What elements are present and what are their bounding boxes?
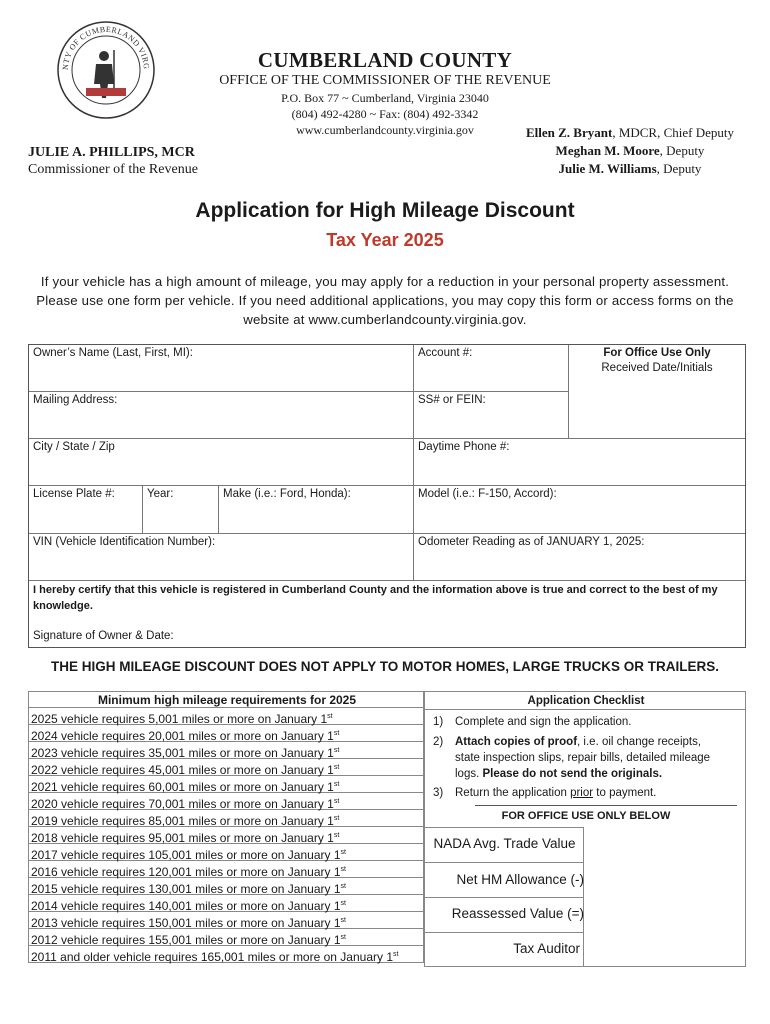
net-hm-allowance-label: Net HM Allowance (-) [456, 872, 584, 887]
checklist-item-2-logs: logs. [455, 768, 483, 780]
ss-fein-field[interactable] [413, 392, 568, 439]
daytime-phone-label: Daytime Phone #: [418, 441, 510, 453]
phone-fax-line: (804) 492-4280 ~ Fax: (804) 492-3342 [291, 107, 479, 121]
commissioner-title: Commissioner of the Revenue [28, 162, 198, 177]
application-checklist [424, 691, 746, 967]
mileage-requirement-text: 2021 vehicle requires 60,001 miles or more on January 1 [31, 780, 334, 794]
checklist-item-3-emphasis: prior [570, 787, 594, 799]
checklist-item-2-line2: state inspection slips, repair bills, detailed mileage [455, 752, 711, 764]
form-title: Application for High Mileage Discount [195, 199, 575, 222]
applicant-info-form [28, 344, 746, 648]
tax-auditor-label: Tax Auditor [513, 941, 580, 956]
checklist-item-2-emphasis: Attach copies of proof [455, 736, 578, 748]
commissioner-name: JULIE A. PHILLIPS, MCR [28, 145, 195, 160]
license-plate-label: License Plate #: [33, 488, 115, 500]
divider [425, 932, 584, 933]
ordinal-suffix: st [340, 934, 346, 941]
mileage-row [29, 708, 423, 725]
staff-role: , Deputy [656, 161, 702, 176]
nada-value-label: NADA Avg. Trade Value [433, 836, 576, 851]
staff-name: Ellen Z. Bryant [525, 125, 613, 140]
mileage-row [29, 878, 423, 895]
divider [425, 709, 745, 710]
office-name: OFFICE OF THE COMMISSIONER OF THE REVENUE [219, 73, 551, 88]
mileage-row [29, 861, 423, 878]
office-use-box [568, 345, 745, 439]
ordinal-suffix: st [333, 832, 340, 839]
certification-block[interactable] [29, 581, 745, 647]
tax-year: Tax Year 2025 [326, 230, 444, 250]
make-label: Make (i.e.: Ford, Honda): [223, 488, 351, 500]
ordinal-suffix: st [327, 713, 333, 720]
county-seal [56, 20, 156, 120]
checklist-number: 3) [433, 787, 444, 799]
mailing-address-label: Mailing Address: [33, 394, 118, 406]
city-state-zip-field[interactable] [29, 439, 413, 486]
website-line: www.cumberlandcounty.virginia.gov [296, 123, 474, 137]
ordinal-suffix: st [340, 900, 346, 907]
checklist-item-2-warning: Please do not send the originals. [482, 768, 663, 780]
mileage-row [29, 844, 423, 861]
model-field[interactable] [413, 486, 745, 534]
mileage-row [29, 759, 423, 776]
mileage-row [29, 776, 423, 793]
mailing-address-field[interactable] [29, 392, 413, 439]
ordinal-suffix: st [393, 951, 399, 958]
svg-text:COUNTY OF CUMBERLAND VIRGINIA [56, 20, 151, 70]
signature-label: Signature of Owner & Date: [33, 630, 174, 642]
mileage-requirement-text: 2012 vehicle requires 155,001 miles or more on January 1 [31, 933, 341, 947]
ordinal-suffix: st [333, 781, 340, 788]
intro-paragraph: If your vehicle has a high amount of mileage, you may apply for a reduction in your personal property assessment. Please use one form per vehicle. If you need additional applications, you may copy this form or access forms on the website at www.cumberlandcounty.virginia.gov. [36, 274, 734, 327]
received-date-label: Received Date/Initials [601, 362, 713, 374]
mileage-requirement-text: 2020 vehicle requires 70,001 miles or more on January 1 [31, 797, 334, 811]
checklist-item-2-line3 [455, 766, 662, 782]
checklist-item-1: Complete and sign the application. [455, 716, 632, 728]
mileage-row [29, 827, 423, 844]
checklist-item-3-text-end: to payment. [593, 787, 657, 799]
vin-field[interactable] [29, 534, 413, 581]
mileage-requirement-text: 2014 vehicle requires 140,001 miles or more on January 1 [31, 899, 341, 913]
checklist-title: Application Checklist [527, 695, 645, 707]
mileage-table-body [28, 708, 424, 963]
staff-name: Julie M. Williams [558, 161, 657, 176]
model-label: Model (i.e.: F-150, Accord): [418, 488, 557, 500]
mileage-requirement-text: 2023 vehicle requires 35,001 miles or more on January 1 [31, 746, 334, 760]
checklist-item-3-text: Return the application [455, 787, 571, 799]
ordinal-suffix: st [340, 883, 346, 890]
city-state-zip-label: City / State / Zip [33, 441, 115, 453]
mileage-requirement-text: 2011 and older vehicle requires 165,001 miles or more on January 1 [31, 950, 393, 964]
certification-text: I hereby certify that this vehicle is registered in Cumberland County and the information above is true and correct to the best of my knowledge. [33, 584, 718, 612]
mileage-requirement-text: 2016 vehicle requires 120,001 miles or more on January 1 [31, 865, 341, 879]
vin-label: VIN (Vehicle Identification Number): [33, 536, 216, 548]
exclusion-notice: THE HIGH MILEAGE DISCOUNT DOES NOT APPLY TO MOTOR HOMES, LARGE TRUCKS OR TRAILERS. [50, 659, 720, 674]
mileage-requirement-text: 2018 vehicle requires 95,001 miles or more on January 1 [31, 831, 334, 845]
mileage-requirement-text: 2019 vehicle requires 85,001 miles or more on January 1 [31, 814, 334, 828]
checklist-number: 1) [433, 716, 444, 728]
year-field[interactable] [142, 486, 218, 534]
mailing-address-line: P.O. Box 77 ~ Cumberland, Virginia 23040 [281, 91, 489, 105]
mileage-requirement-text: 2025 vehicle requires 5,001 miles or more on January 1 [31, 712, 328, 726]
staff-line [480, 161, 770, 177]
ordinal-suffix: st [333, 798, 340, 805]
reassessed-value-label: Reassessed Value (=) [451, 906, 584, 921]
mileage-row [29, 895, 423, 912]
ordinal-suffix: st [333, 730, 340, 737]
owner-name-field[interactable] [29, 345, 413, 392]
account-field[interactable] [413, 345, 568, 392]
staff-line [480, 125, 770, 141]
account-label: Account #: [418, 347, 473, 359]
mileage-row [29, 929, 423, 946]
staff-name: Meghan M. Moore [555, 143, 660, 158]
mileage-row [29, 742, 423, 759]
county-name: CUMBERLAND COUNTY [257, 48, 513, 72]
mileage-requirement-text: 2024 vehicle requires 20,001 miles or more on January 1 [31, 729, 334, 743]
checklist-item-3 [455, 785, 656, 801]
divider [475, 805, 737, 806]
mileage-table-header: Minimum high mileage requirements for 2025 [28, 691, 424, 708]
daytime-phone-field[interactable] [413, 439, 745, 486]
checklist-number: 2) [433, 736, 444, 748]
license-plate-field[interactable] [29, 486, 142, 534]
make-field[interactable] [218, 486, 413, 534]
seal-text: NTY OF CUMBERLAND VIRG [60, 24, 152, 71]
odometer-field[interactable] [413, 534, 745, 581]
mileage-requirement-text: 2017 vehicle requires 105,001 miles or more on January 1 [31, 848, 341, 862]
mileage-requirements-table [28, 691, 424, 963]
mileage-requirement-text: 2013 vehicle requires 150,001 miles or more on January 1 [31, 916, 341, 930]
ordinal-suffix: st [333, 764, 340, 771]
staff-line [480, 143, 770, 159]
divider [425, 897, 584, 898]
ordinal-suffix: st [333, 815, 340, 822]
office-only-heading: FOR OFFICE USE ONLY BELOW [501, 810, 671, 822]
mileage-row [29, 793, 423, 810]
staff-role: , MDCR, Chief Deputy [612, 125, 735, 140]
year-label: Year: [147, 488, 174, 500]
ordinal-suffix: st [340, 917, 346, 924]
ordinal-suffix: st [340, 866, 346, 873]
mileage-requirement-text: 2022 vehicle requires 45,001 miles or more on January 1 [31, 763, 334, 777]
mileage-requirement-text: 2015 vehicle requires 130,001 miles or more on January 1 [31, 882, 341, 896]
checklist-item-2-text: , i.e. oil change receipts, [577, 736, 702, 748]
ordinal-suffix: st [340, 849, 346, 856]
ss-fein-label: SS# or FEIN: [418, 394, 486, 406]
office-use-title: For Office Use Only [603, 347, 711, 359]
mileage-row [29, 912, 423, 929]
mileage-row [29, 810, 423, 827]
staff-role: , Deputy [659, 143, 705, 158]
checklist-item-2 [455, 734, 701, 750]
owner-name-label: Owner’s Name (Last, First, MI): [33, 347, 193, 359]
odometer-label: Odometer Reading as of JANUARY 1, 2025: [418, 536, 645, 548]
mileage-row [29, 946, 423, 963]
divider [425, 862, 584, 863]
mileage-row [29, 725, 423, 742]
ordinal-suffix: st [333, 747, 340, 754]
